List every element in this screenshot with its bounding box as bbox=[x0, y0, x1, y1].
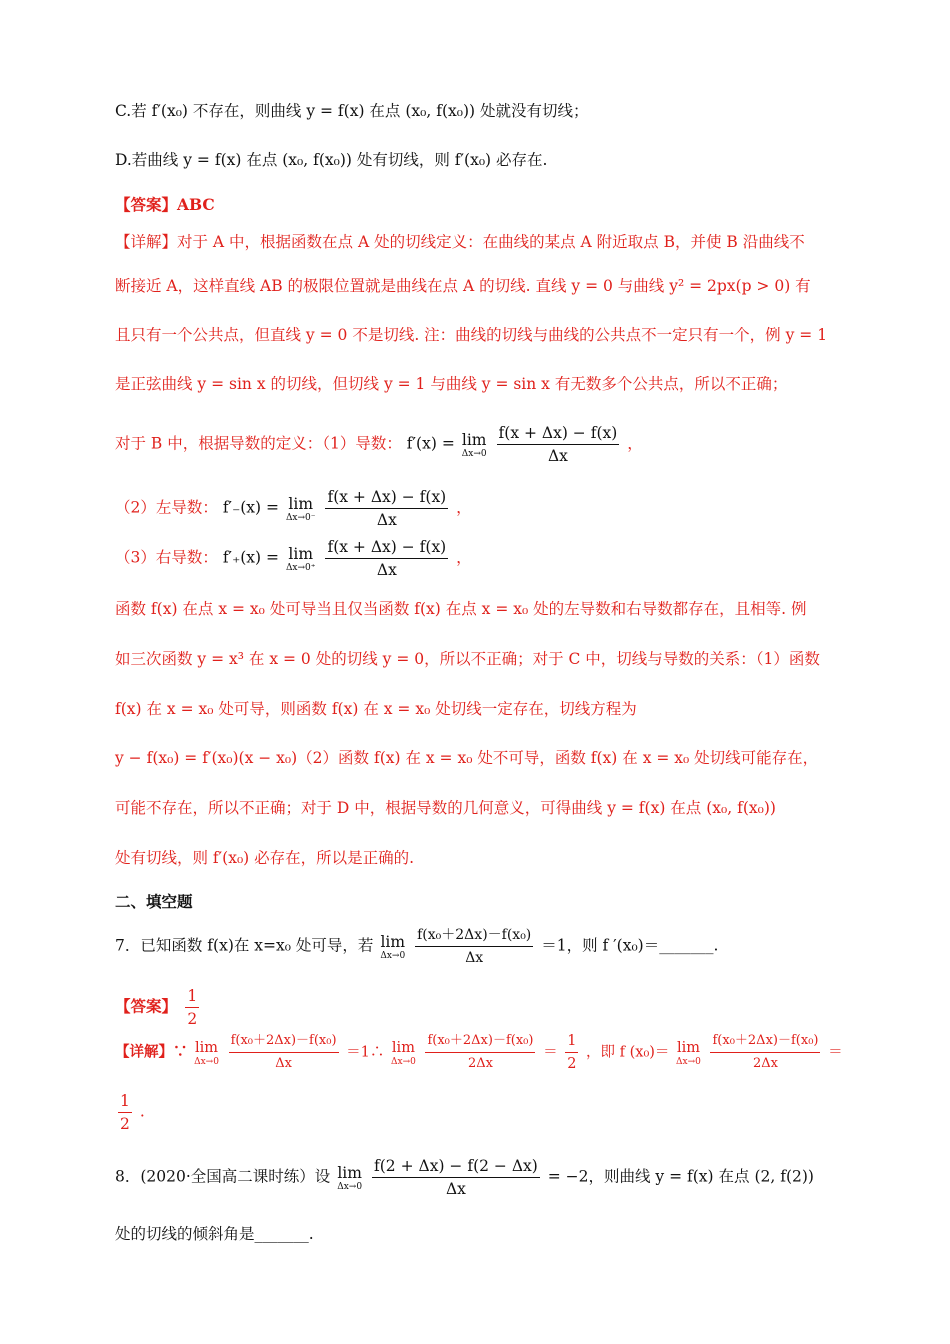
frac-numerator: f(x₀＋2Δx)－f(x₀) bbox=[425, 1030, 535, 1053]
detail-line-2: 断接近 A，这样直线 AB 的极限位置就是曲线在点 A 的切线. 直线 y = 0 与曲线 y² = 2px(p > 0) 有 bbox=[115, 277, 811, 295]
frac-denominator: Δx bbox=[465, 950, 484, 966]
lim-sub: Δx→0 bbox=[380, 950, 406, 961]
right-derivative-pre: （3）右导数： bbox=[115, 548, 218, 567]
left-derivative-symbol: f′₋(x) = bbox=[222, 498, 279, 517]
frac-numerator: f(2 + Δx) − f(2 − Δx) bbox=[372, 1155, 540, 1178]
q7-pre: 7．已知函数 f(x)在 x=x₀ 处可导，若 bbox=[115, 936, 374, 955]
limit-operator bbox=[676, 1039, 701, 1067]
detail-left-derivative bbox=[115, 486, 472, 531]
comma: ， bbox=[627, 434, 643, 453]
q7-post: ＝1，则 f ′(x₀)＝_______. bbox=[541, 936, 719, 955]
comma: ， bbox=[456, 548, 472, 567]
det7-frac-3 bbox=[710, 1030, 820, 1075]
frac-numerator: f(x + Δx) − f(x) bbox=[325, 486, 448, 509]
detail-line-11: y − f(x₀) = f′(x₀)(x − x₀)（2）函数 f(x) 在 x = x₀ 处不可导，函数 f(x) 在 x = x₀ 处切线可能存在， bbox=[115, 749, 819, 767]
limit-operator bbox=[462, 431, 487, 459]
frac-denominator: Δx bbox=[547, 447, 568, 465]
detail-line-4: 是正弦曲线 y = sin x 的切线，但切线 y = 1 与曲线 y = sin x 有无数多个公共点，所以不正确； bbox=[115, 375, 788, 393]
det7-frac-2 bbox=[425, 1030, 535, 1075]
detail-line-8: 函数 f(x) 在点 x = x₀ 处可导当且仅当函数 f(x) 在点 x = x₀ 处的左导数和右导数都存在，且相等. 例 bbox=[115, 600, 807, 618]
lim-sub: Δx→0 bbox=[337, 1181, 363, 1192]
frac-numerator: 1 bbox=[565, 1030, 578, 1053]
difference-quotient bbox=[325, 486, 448, 531]
det7-end: ＝ bbox=[828, 1044, 843, 1061]
frac-numerator: f(x₀＋2Δx)－f(x₀) bbox=[710, 1030, 820, 1053]
limit-operator bbox=[286, 545, 316, 573]
answer-label-q7: 【答案】 bbox=[115, 996, 178, 1016]
det7-mid3: ，即 f (x₀)＝ bbox=[586, 1044, 670, 1061]
difference-quotient bbox=[325, 536, 448, 581]
detail-line-12: 可能不存在，所以不正确；对于 D 中，根据导数的几何意义，可得曲线 y = f(x) 在点 (x₀, f(x₀)) bbox=[115, 799, 776, 817]
lim-text: lim bbox=[391, 1039, 415, 1056]
lim-sub: Δx→0 bbox=[461, 448, 487, 459]
frac-numerator: f(x + Δx) − f(x) bbox=[497, 422, 620, 445]
det7-half bbox=[565, 1030, 578, 1075]
lim-text: lim bbox=[195, 1039, 219, 1056]
option-c: C.若 f′(x₀) 不存在，则曲线 y = f(x) 在点 (x₀, f(x₀)) 处就没有切线； bbox=[115, 102, 589, 120]
detail-line-3: 且只有一个公共点，但直线 y = 0 不是切线. 注：曲线的切线与曲线的公共点不一定只有一个，例 y = 1 bbox=[115, 326, 828, 344]
lim-sub: Δx→0 bbox=[194, 1056, 219, 1067]
frac-denominator: 2 bbox=[187, 1010, 198, 1028]
lim-text: lim bbox=[337, 1163, 362, 1182]
q8-post: = −2，则曲线 y = f(x) 在点 (2, f(2)) bbox=[547, 1167, 814, 1186]
frac-numerator: f(x₀＋2Δx)－f(x₀) bbox=[415, 924, 533, 947]
lim-text: lim bbox=[676, 1039, 700, 1056]
frac-denominator: 2 bbox=[120, 1115, 130, 1133]
answer-label-q6: 【答案】ABC bbox=[115, 195, 215, 214]
detail-q7 bbox=[115, 1030, 843, 1075]
answer-q7 bbox=[115, 985, 202, 1030]
section-heading: 二、填空题 bbox=[115, 892, 193, 911]
detail-line-9: 如三次函数 y = x³ 在 x = 0 处的切线 y = 0，所以不正确；对于 C 中，切线与导数的关系：（1）函数 bbox=[115, 650, 820, 668]
question-7 bbox=[115, 924, 718, 969]
question-8 bbox=[115, 1155, 814, 1200]
answer-half bbox=[185, 985, 199, 1030]
det7-mid2: ＝ bbox=[543, 1044, 558, 1061]
detail-derivative-def bbox=[115, 422, 643, 467]
detail-line-10: f(x) 在 x = x₀ 处可导，则函数 f(x) 在 x = x₀ 处切线一定存在，切线方程为 bbox=[115, 700, 637, 718]
lim-text: lim bbox=[288, 494, 314, 513]
detail-derivative-pre: 对于 B 中，根据导数的定义：（1）导数： bbox=[115, 434, 402, 453]
lim-sub: Δx→0 bbox=[676, 1056, 701, 1067]
detail-right-derivative bbox=[115, 536, 472, 581]
right-derivative-symbol: f′₊(x) = bbox=[222, 548, 279, 567]
lim-sub: Δx→0⁻ bbox=[285, 512, 316, 523]
frac-numerator: 1 bbox=[118, 1090, 132, 1113]
frac-denominator: 2Δx bbox=[467, 1056, 493, 1071]
detail-label-q7: 【详解】∵ bbox=[115, 1043, 188, 1061]
left-derivative-pre: （2）左导数： bbox=[115, 498, 218, 517]
det7-mid1: ＝1∴ bbox=[346, 1044, 385, 1061]
q7-fraction bbox=[415, 924, 533, 969]
det7-final-half bbox=[118, 1090, 132, 1135]
question-8-line-2: 处的切线的倾斜角是_______. bbox=[115, 1225, 314, 1243]
limit-operator bbox=[337, 1164, 362, 1192]
q8-pre: 8．(2020·全国高二课时练）设 bbox=[115, 1167, 331, 1186]
frac-denominator: 2Δx bbox=[752, 1056, 778, 1071]
lim-text: lim bbox=[380, 932, 406, 951]
lim-sub: Δx→0 bbox=[391, 1056, 416, 1067]
lim-sub: Δx→0⁺ bbox=[285, 562, 316, 573]
limit-operator bbox=[194, 1039, 219, 1067]
limit-operator bbox=[380, 933, 405, 961]
option-d: D.若曲线 y = f(x) 在点 (x₀, f(x₀)) 处有切线，则 f′(x₀) 必存在. bbox=[115, 151, 548, 169]
period: . bbox=[139, 1102, 145, 1121]
lim-text: lim bbox=[288, 544, 314, 563]
lim-text: lim bbox=[461, 430, 487, 449]
limit-operator bbox=[391, 1039, 416, 1067]
frac-numerator: f(x + Δx) − f(x) bbox=[325, 536, 448, 559]
derivative-symbol: f′(x) = bbox=[406, 434, 455, 453]
frac-numerator: 1 bbox=[185, 985, 199, 1008]
limit-operator bbox=[286, 495, 316, 523]
frac-denominator: Δx bbox=[275, 1056, 292, 1071]
frac-numerator: f(x₀＋2Δx)－f(x₀) bbox=[229, 1030, 339, 1053]
det7-frac-1 bbox=[229, 1030, 339, 1075]
detail-line-1: 【详解】对于 A 中，根据函数在点 A 处的切线定义：在曲线的某点 A 附近取点 B，并使 B 沿曲线不 bbox=[115, 233, 805, 251]
detail-line-13: 处有切线，则 f′(x₀) 必存在，所以是正确的. bbox=[115, 849, 415, 867]
detail-q7-result bbox=[115, 1090, 145, 1135]
comma: ， bbox=[456, 498, 472, 517]
frac-denominator: Δx bbox=[376, 511, 397, 529]
frac-denominator: Δx bbox=[376, 561, 397, 579]
difference-quotient bbox=[497, 422, 620, 467]
q8-fraction bbox=[372, 1155, 540, 1200]
frac-denominator: 2 bbox=[567, 1056, 577, 1072]
frac-denominator: Δx bbox=[445, 1180, 466, 1198]
